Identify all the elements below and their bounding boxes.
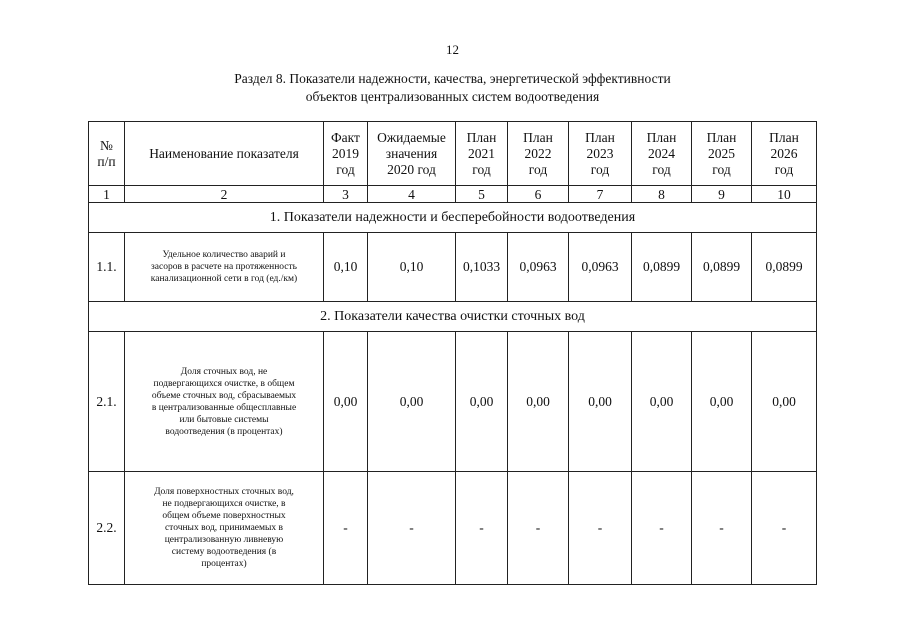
column-number: 1: [89, 186, 125, 203]
header-cell: План 2024 год: [632, 122, 692, 186]
column-number: 2: [125, 186, 324, 203]
value-cell: -: [508, 472, 569, 585]
header-cell: Ожидаемые значения 2020 год: [368, 122, 456, 186]
value-cell: 0,00: [508, 332, 569, 472]
value-cell: 0,00: [456, 332, 508, 472]
column-number: 4: [368, 186, 456, 203]
value-cell: 0,0963: [569, 233, 632, 302]
value-cell: -: [752, 472, 817, 585]
title-line-2: объектов централизованных систем водоотведения: [305, 89, 600, 104]
column-number: 5: [456, 186, 508, 203]
value-cell: -: [368, 472, 456, 585]
section-header-row: [89, 302, 817, 332]
table-row: [89, 233, 817, 302]
section-title: 2. Показатели качества очистки сточных вод: [89, 302, 817, 332]
title-line-1: Раздел 8. Показатели надежности, качества, энергетической эффективности: [234, 71, 671, 86]
row-number: 2.2.: [89, 472, 125, 585]
value-cell: 0,00: [692, 332, 752, 472]
header-cell: План 2026 год: [752, 122, 817, 186]
value-cell: 0,00: [569, 332, 632, 472]
value-cell: -: [456, 472, 508, 585]
value-cell: -: [324, 472, 368, 585]
value-cell: 0,0899: [632, 233, 692, 302]
header-cell: План 2021 год: [456, 122, 508, 186]
column-number: 10: [752, 186, 817, 203]
value-cell: -: [632, 472, 692, 585]
value-cell: 0,0963: [508, 233, 569, 302]
value-cell: -: [569, 472, 632, 585]
header-cell: Наименование показателя: [125, 122, 324, 186]
value-cell: 0,00: [752, 332, 817, 472]
column-number: 6: [508, 186, 569, 203]
column-number: 8: [632, 186, 692, 203]
row-number: 1.1.: [89, 233, 125, 302]
column-number: 7: [569, 186, 632, 203]
value-cell: 0,10: [368, 233, 456, 302]
value-cell: 0,1033: [456, 233, 508, 302]
page-number: 12: [446, 42, 459, 57]
value-cell: 0,10: [324, 233, 368, 302]
column-number-row: [89, 186, 817, 203]
table-row: [89, 472, 817, 585]
value-cell: 0,00: [324, 332, 368, 472]
header-cell: План 2022 год: [508, 122, 569, 186]
value-cell: 0,00: [368, 332, 456, 472]
section-title: 1. Показатели надежности и бесперебойности водоотведения: [89, 203, 817, 233]
value-cell: 0,0899: [752, 233, 817, 302]
header-row: [89, 122, 817, 186]
indicator-name: Доля сточных вод, не подвергающихся очистке, в общем объеме сточных вод, сбрасываемых в централизованные общесплавные или бытовые системы водоотведения (в процентах): [125, 332, 324, 472]
column-number: 3: [324, 186, 368, 203]
header-cell: № п/п: [89, 122, 125, 186]
header-cell: Факт 2019 год: [324, 122, 368, 186]
indicator-name: Удельное количество аварий и засоров в расчете на протяженность канализационной сети в год (ед./км): [125, 233, 324, 302]
value-cell: 0,00: [632, 332, 692, 472]
section-header-row: [89, 203, 817, 233]
row-number: 2.1.: [89, 332, 125, 472]
value-cell: 0,0899: [692, 233, 752, 302]
indicators-table: [88, 121, 817, 585]
header-cell: План 2023 год: [569, 122, 632, 186]
indicator-name: Доля поверхностных сточных вод, не подвергающихся очистке, в общем объеме поверхностных сточных вод, принимаемых в централизованную ливневую систему водоотведения (в процентах): [125, 472, 324, 585]
document-title: [0, 70, 905, 106]
column-number: 9: [692, 186, 752, 203]
value-cell: -: [692, 472, 752, 585]
header-cell: План 2025 год: [692, 122, 752, 186]
table-row: [89, 332, 817, 472]
